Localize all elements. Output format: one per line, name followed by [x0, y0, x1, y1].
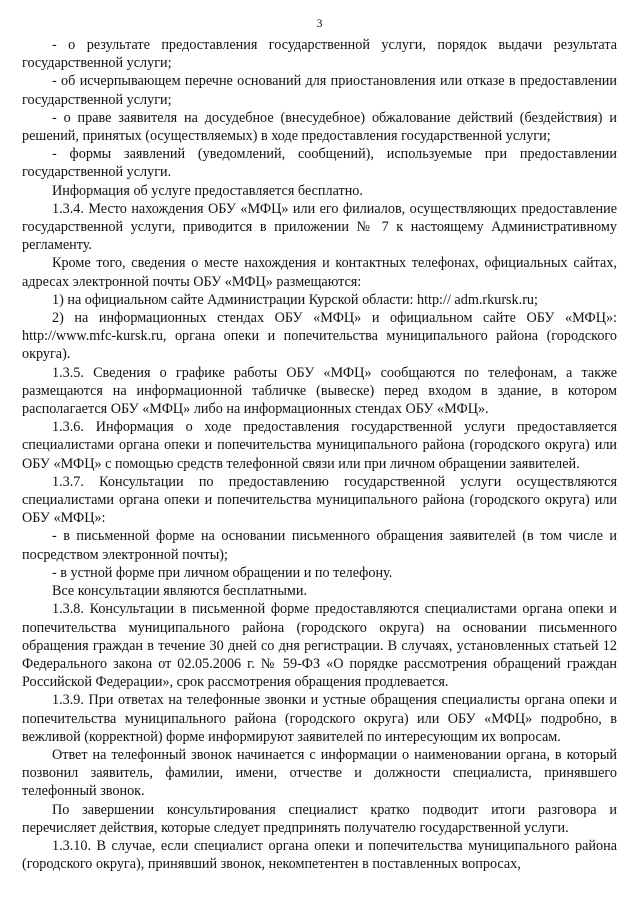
- page-number: 3: [316, 16, 323, 30]
- paragraph: 1.3.8. Консультации в письменной форме предоставляются специалистами органа опеки и попечительства муниципального района (городского округа) на основании письменного обращения граждан в течение 30 дней со дня регистрации. В случаях, установленных статьей 12 Федерального закона от 02.05.2006 г. № 59-ФЗ «О порядке рассмотрения обращений граждан Российской Федерации», срок рассмотрения обращения продлевается.: [22, 601, 617, 691]
- paragraph: - об исчерпывающем перечне оснований для приостановления или отказе в предоставлении государственной услуги;: [22, 73, 617, 108]
- paragraph: Все консультации являются бесплатными.: [52, 583, 308, 600]
- paragraph: 1.3.7. Консультации по предоставлению государственной услуги осуществляются специалистами органа опеки и попечительства муниципального района (городского округа) или ОБУ «МФЦ»:: [22, 473, 617, 527]
- paragraph: 1.3.9. При ответах на телефонные звонки и устные обращения специалисты органа опеки и попечительства муниципального района (городского округа) или ОБУ «МФЦ» подробно, в вежливой (корректной) форме информируют заявителей по интересующим их вопросам.: [22, 692, 617, 745]
- paragraph: - в устной форме при личном обращении и по телефону.: [52, 564, 393, 581]
- paragraph: - в письменной форме на основании письменного обращения заявителей (в том числе и посредством электронной почты);: [22, 528, 617, 563]
- paragraph: По завершении консультирования специалист кратко подводит итоги разговора и перечисляет действия, которые следует предпринять получателю государственной услуги.: [22, 801, 617, 836]
- paragraph: Кроме того, сведения о месте нахождения и контактных телефонах, официальных сайтах, адресах электронной почты ОБУ «МФЦ» размещаются:: [22, 255, 617, 290]
- paragraph: - о праве заявителя на досудебное (внесудебное) обжалование действий (бездействия) и решений, принятых (осуществляемых) в ходе предоставления государственной услуги;: [22, 109, 617, 145]
- body-text: [22, 36, 617, 873]
- paragraph: 1.3.5. Сведения о графике работы ОБУ «МФЦ» сообщаются по телефонам, а также размещаются на информационной табличке (вывеске) перед входом в здание, в котором располагается ОБУ «МФЦ» либо на информационных стендах ОБУ «МФЦ».: [22, 364, 617, 418]
- paragraph: 1.3.4. Место нахождения ОБУ «МФЦ» или его филиалов, осуществляющих предоставление государственной услуги, приводится в приложении № 7 к настоящему Административному регламенту.: [22, 200, 617, 254]
- paragraph: Информация об услуге предоставляется бесплатно.: [52, 182, 363, 199]
- paragraph: 1) на официальном сайте Администрации Курской области: http:// adm.rkursk.ru;: [52, 291, 538, 308]
- paragraph: 1.3.10. В случае, если специалист органа опеки и попечительства муниципального района (городского округа), принявший звонок, некомпетентен в поставленных вопросах,: [22, 837, 617, 873]
- paragraph: 2) на информационных стендах ОБУ «МФЦ» и официальном сайте ОБУ «МФЦ»: http://www.mfc-kursk.ru, органа опеки и попечительства муниципального района (городского округа).: [22, 310, 617, 363]
- paragraph: 1.3.6. Информация о ходе предоставления государственной услуги предоставляется специалистами органа опеки и попечительства муниципального района (городского округа) или ОБУ «МФЦ» с помощью средств телефонной связи или при личном обращении заявителей.: [22, 419, 617, 472]
- paragraph: - о результате предоставления государственной услуги, порядок выдачи результата государственной услуги;: [22, 37, 617, 72]
- paragraph: - формы заявлений (уведомлений, сообщений), используемые при предоставлении государственной услуги.: [22, 146, 617, 181]
- paragraph: Ответ на телефонный звонок начинается с информации о наименовании органа, в который позвонил заявитель, фамилии, имени, отчестве и должности специалиста, принявшего телефонный звонок.: [22, 746, 617, 800]
